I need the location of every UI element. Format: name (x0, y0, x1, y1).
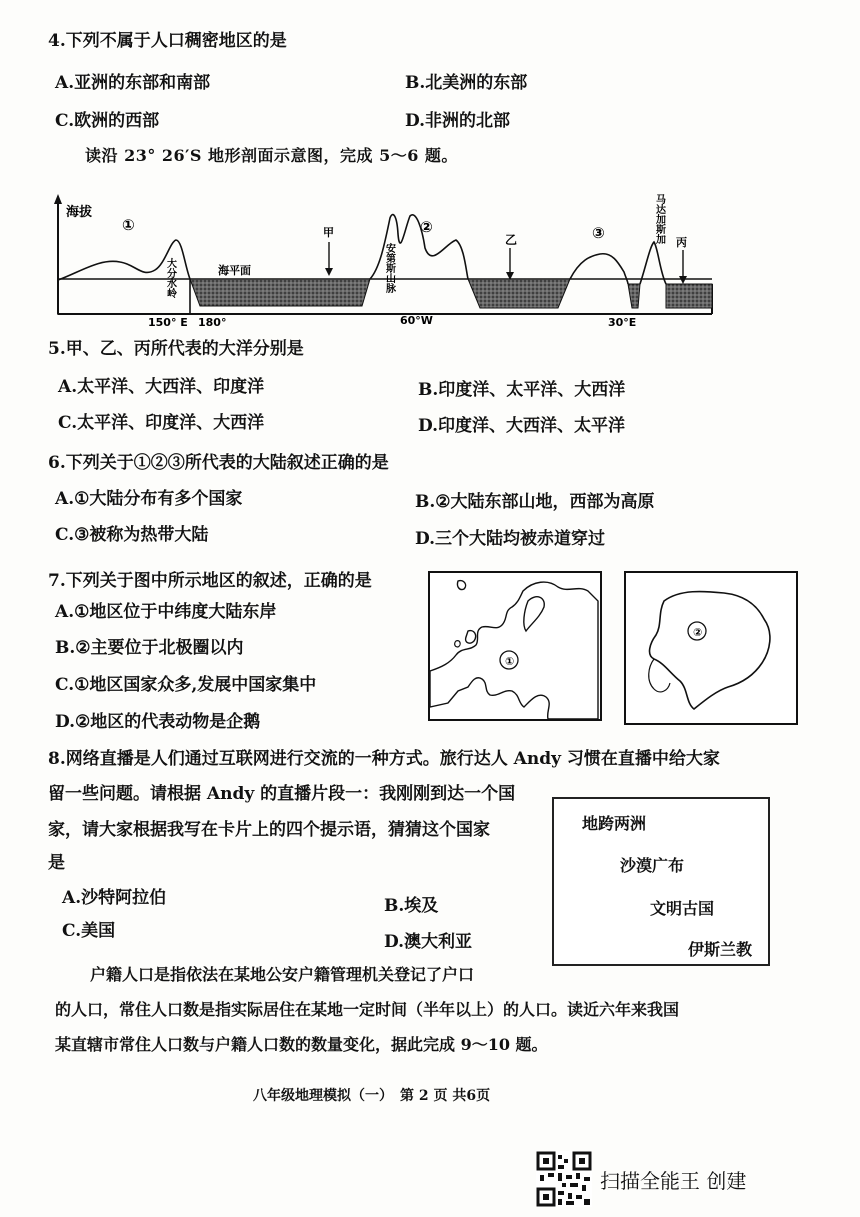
q7-option-b: B.②主要位于北极圈以内 (55, 638, 244, 658)
ocean-yi-basin (468, 279, 570, 308)
intro-q5-6: 读沿 23° 26′S 地形剖面示意图，完成 5～6 题。 (85, 146, 458, 165)
elevation-axis-arrow (54, 194, 62, 204)
q8-option-b: B.埃及 (384, 896, 439, 916)
longitude-180: 180° (198, 316, 227, 328)
continent-3-label: ③ (592, 224, 605, 242)
q6-option-a: A.①大陆分布有多个国家 (55, 489, 243, 509)
longitude-30e: 30°E (608, 316, 637, 328)
ocean-bing-basin (666, 284, 712, 308)
q8-stem-line3: 家，请大家根据我写在卡片上的四个提示语，猜猜这个国家 (48, 820, 490, 840)
q8-stem-line4: 是 (48, 853, 65, 873)
intro-q9-10-line3: 某直辖市常住人口数与户籍人口数的数量变化，据此完成 9～10 题。 (55, 1035, 548, 1054)
q6-option-d: D.三个大陆均被赤道穿过 (415, 529, 606, 549)
q6-option-b: B.②大陆东部山地，西部为高原 (415, 492, 655, 512)
q7-option-c: C.①地区国家众多,发展中国家集中 (55, 675, 317, 695)
continent-1-label: ① (122, 216, 135, 234)
longitude-150e: 150° E (148, 316, 188, 328)
longitude-60w: 60°W (400, 314, 433, 327)
q4-option-a: A.亚洲的东部和南部 (55, 73, 211, 93)
q5-option-d: D.印度洋、大西洋、太平洋 (418, 416, 626, 436)
great-dividing-range-label: 大分水岭 (164, 258, 176, 298)
q7-option-d: D.②地区的代表动物是企鹅 (55, 712, 261, 732)
q4-option-c: C.欧洲的西部 (55, 111, 160, 131)
q8-stem-line2: 留一些问题。请根据 Andy 的直播片段一：我刚刚到达一个国 (48, 784, 516, 804)
q6-option-c: C.③被称为热带大陆 (55, 525, 209, 545)
intro-q9-10-line2: 的人口，常住人口数是指实际居住在某地一定时间（半年以上）的人口。读近六年来我国 (55, 1000, 680, 1019)
q5-stem: 5.甲、乙、丙所代表的大洋分别是 (48, 339, 304, 359)
map-antarctica (624, 571, 798, 725)
terrain-profile-diagram (40, 188, 730, 328)
mozambique-channel (628, 284, 640, 308)
madagascar-land (640, 242, 666, 284)
qr-code-icon (536, 1151, 592, 1207)
clue-card-line-2: 沙漠广布 (620, 856, 685, 875)
clue-card-line-4: 伊斯兰教 (688, 940, 753, 959)
q7-option-a: A.①地区位于中纬度大陆东岸 (55, 602, 277, 622)
ocean-jia-label: 甲 (323, 226, 334, 239)
q8-stem-line1: 8.网络直播是人们通过互联网进行交流的一种方式。旅行达人 Andy 习惯在直播中给大家 (48, 749, 720, 769)
ocean-bing-label: 丙 (676, 236, 687, 249)
q5-option-a: A.太平洋、大西洋、印度洋 (58, 377, 265, 397)
ocean-yi-label: 乙 (505, 233, 518, 247)
map-europe-marker: ① (505, 655, 515, 668)
q8-option-a: A.沙特阿拉伯 (62, 888, 167, 908)
page-footer: 八年级地理模拟（一） 第 2 页 共6页 (253, 1088, 491, 1104)
q6-stem: 6.下列关于①②③所代表的大陆叙述正确的是 (48, 453, 389, 473)
map-antarctica-marker: ② (693, 626, 703, 639)
intro-q9-10-line1: 户籍人口是指依法在某地公安户籍管理机关登记了户口 (90, 965, 475, 984)
map-europe (428, 571, 602, 721)
q5-option-c: C.太平洋、印度洋、大西洋 (58, 413, 265, 433)
clue-card-line-1: 地跨两洲 (582, 814, 647, 833)
ocean-jia-basin (190, 279, 370, 306)
clue-card (552, 797, 770, 966)
continent-2-label: ② (420, 218, 433, 236)
scanner-watermark-label: 扫描全能王 创建 (600, 1169, 747, 1193)
madagascar-label: 马达加斯加 (653, 194, 665, 244)
clue-card-line-3: 文明古国 (650, 899, 715, 918)
q4-option-b: B.北美洲的东部 (405, 73, 528, 93)
elevation-axis-label: 海拔 (66, 205, 93, 220)
q8-option-d: D.澳大利亚 (384, 932, 473, 952)
andes-label: 安第斯山脉 (383, 243, 395, 293)
q4-option-d: D.非洲的北部 (405, 111, 511, 131)
q4-stem: 4.下列不属于人口稠密地区的是 (48, 31, 287, 51)
sea-level-label: 海平面 (218, 264, 251, 277)
q8-option-c: C.美国 (62, 921, 116, 941)
q7-stem: 7.下列关于图中所示地区的叙述，正确的是 (48, 571, 372, 591)
q5-option-b: B.印度洋、太平洋、大西洋 (418, 380, 626, 400)
